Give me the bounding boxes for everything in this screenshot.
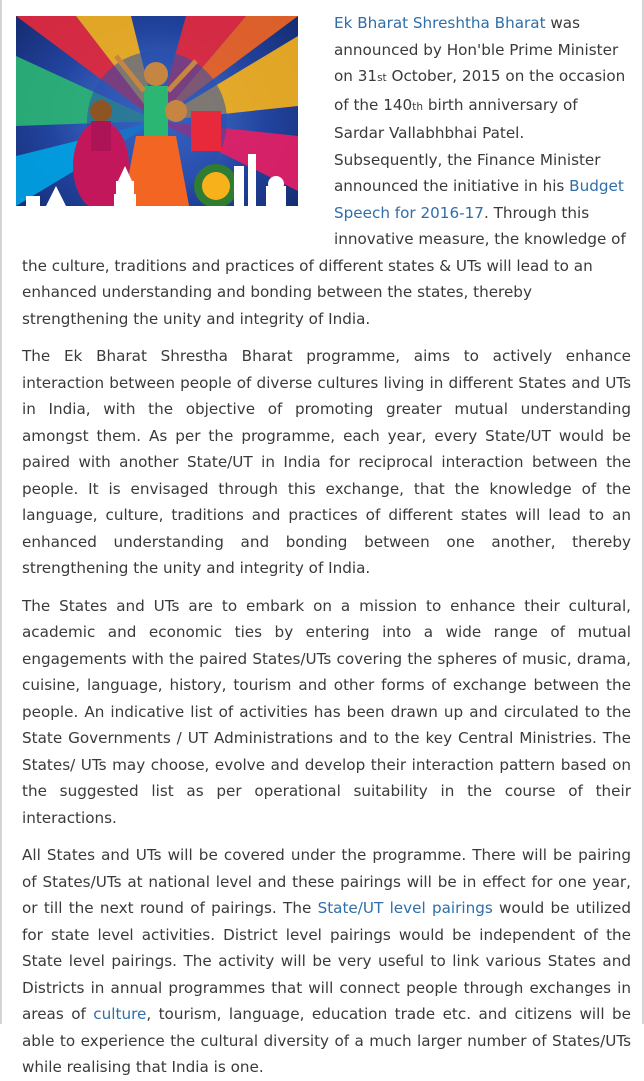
culture-link[interactable]: culture bbox=[93, 1005, 147, 1023]
intro-text-3: birth anniversary of Sardar Vallabhbhai Patel. Subsequently, the Finance Minister announced the initiative in his bbox=[334, 95, 601, 195]
intro-text-4: . Through this innovative measure, the knowledge of the culture, traditions and practices of different states & UTs will lead to an enhanced understanding and bonding between the states, thereby strengthening the unity and integrity of India. bbox=[22, 203, 626, 328]
budget-speech-link[interactable]: Budget Speech for 2016-17 bbox=[334, 177, 624, 222]
intro-text-1: was announced by Hon'ble Prime Minister on 31 bbox=[334, 14, 619, 85]
ordinal-suffix-th: th bbox=[412, 100, 423, 113]
state-ut-pairings-link[interactable]: State/UT level pairings bbox=[317, 899, 493, 917]
pairings-paragraph bbox=[22, 842, 631, 1081]
pairings-text-3: , tourism, language, education trade etc. and citizens will be able to experience the cultural diversity of a much larger number of States/UTs while realising that India is one. bbox=[22, 1005, 632, 1076]
ordinal-suffix-st: st bbox=[377, 72, 387, 84]
states-mission-paragraph: The States and UTs are to embark on a mission to enhance their cultural, academic and economic ties by entering into a wide range of mutual engagements with the paired States/UTs covering the spheres of music, drama, cuisine, language, history, tourism and other forms of exchange between the people. An indicative list of activities has been drawn up and circulated to the State Governments / UT Administrations and to the key Central Ministries. The States/ UTs may choose, evolve and develop their interaction pattern based on the suggested list as per operational suitability in the course of their interactions. bbox=[22, 596, 631, 827]
programme-aims-paragraph: The Ek Bharat Shrestha Bharat programme, aims to actively enhance interaction between people of diverse cultures living in different States and UTs in India, with the objective of promoting greater mutual understanding amongst them. As per the programme, each year, every State/UT would be paired with another State/UT in India for reciprocal interaction between the people. It is envisaged through this exchange, that the knowledge of the language, culture, traditions and practices of different states will lead to an enhanced understanding and bonding between one another, thereby strengthening the unity and integrity of India. bbox=[22, 347, 631, 577]
pairings-text-2: would be utilized for state level activities. District level pairings would be independent of the State level pairings. The activity will be very useful to link various States and Districts in annual programmes that will connect people through exchanges in areas of bbox=[22, 899, 631, 1023]
intro-text-2: October, 2015 on the occasion of the 140 bbox=[334, 67, 626, 114]
ebsb-banner-image bbox=[16, 16, 298, 236]
pairings-text-1: All States and UTs will be covered under the programme. There will be pairing of States/UTs at national level and these pairings will be in effect for one year, or till the next round of pairings. The bbox=[22, 846, 631, 917]
dancers-illustration-icon bbox=[16, 16, 298, 236]
ebsb-link[interactable]: Ek Bharat Shreshtha Bharat bbox=[334, 14, 546, 32]
